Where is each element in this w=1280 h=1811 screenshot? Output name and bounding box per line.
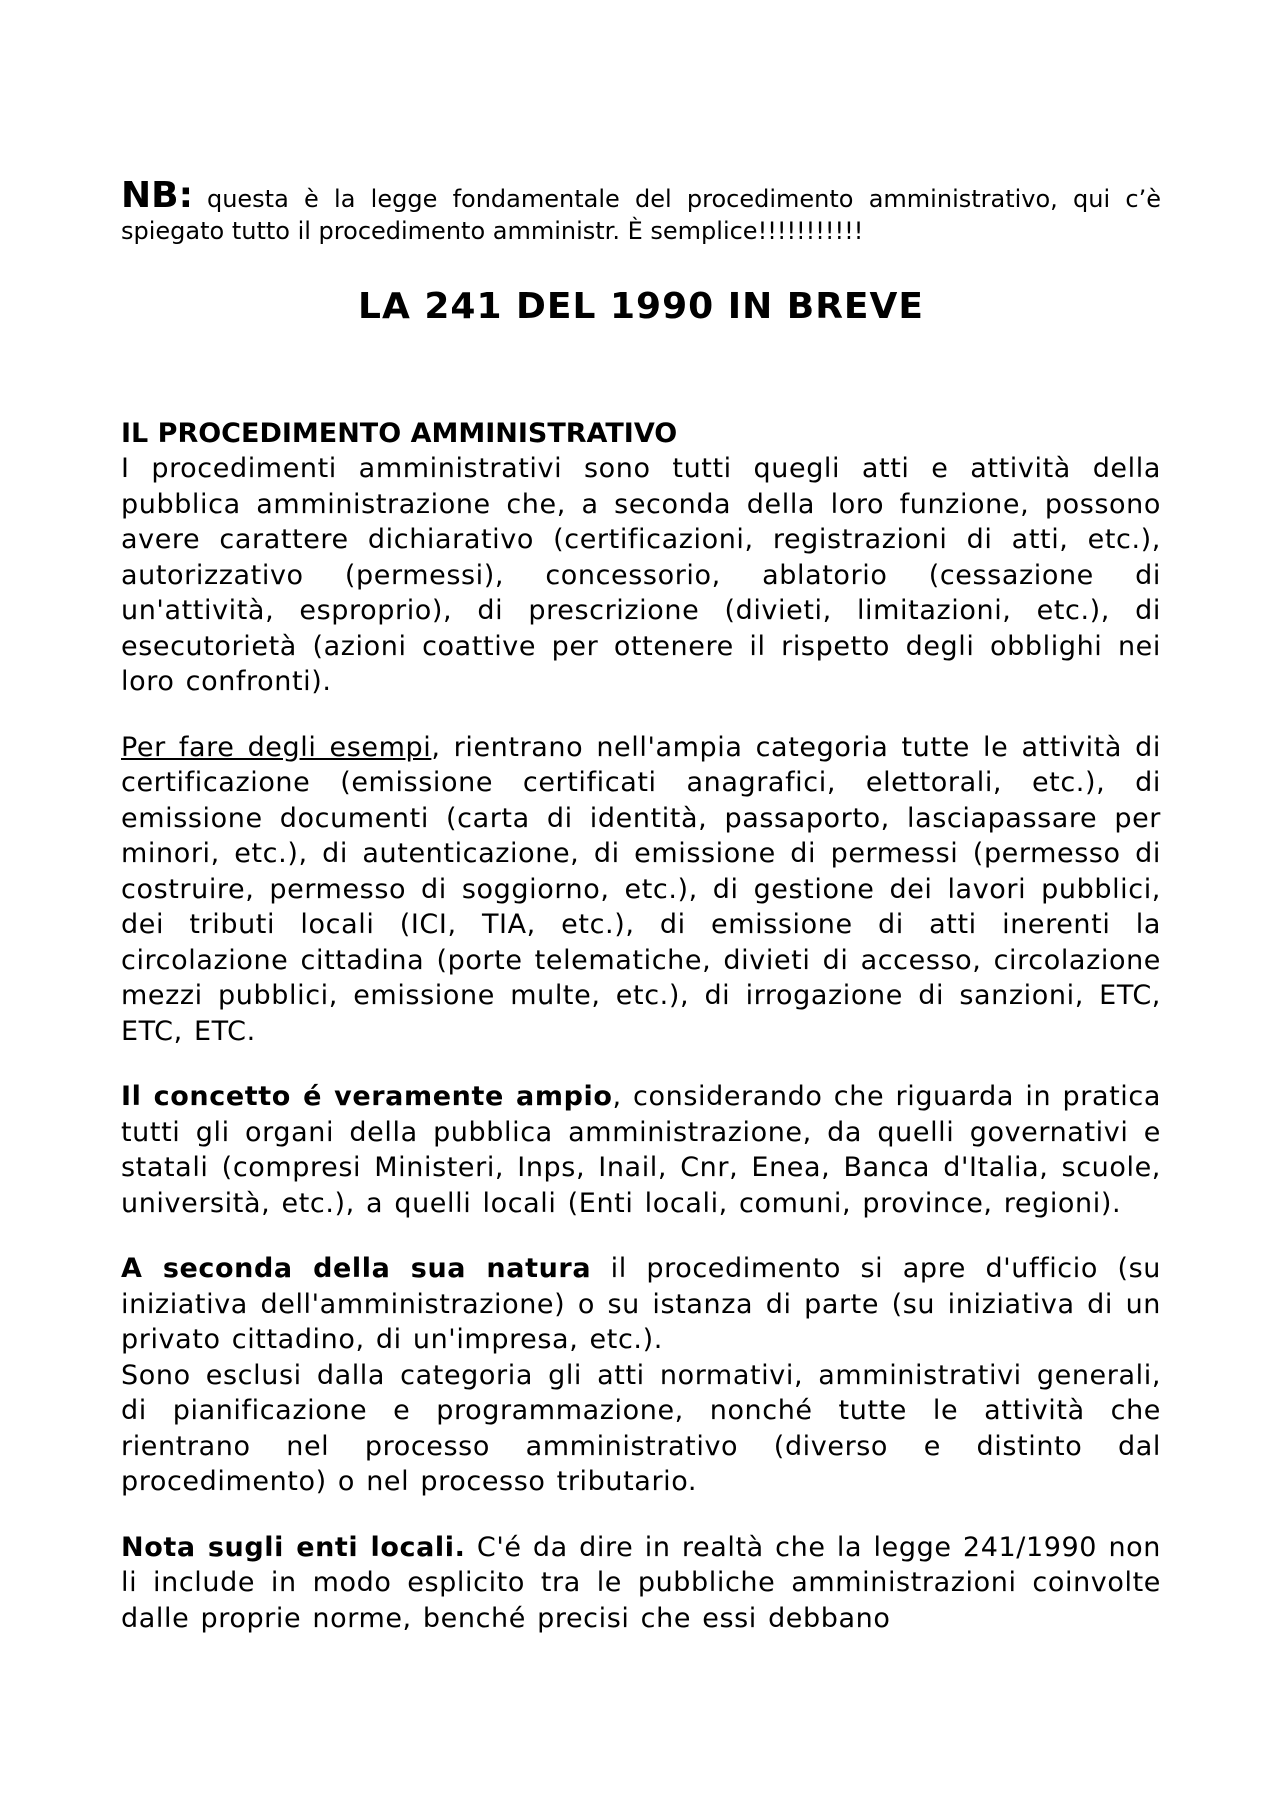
local-entities-lead: Nota sugli enti locali.	[121, 1531, 466, 1563]
concept-text: , considerando che riguarda in pratica tutti gli organi della pubblica amministrazione, da quelli governativi e statali (compresi Ministeri, Inps, Inail, Cnr, Enea, Banca d'Italia, scuole, università, etc.), a quelli locali (Enti locali, comuni, province, regioni).	[121, 1081, 1161, 1219]
examples-lead: Per fare degli esempi	[121, 731, 432, 763]
nature-lead: A seconda della sua natura	[121, 1253, 592, 1284]
examples-paragraph	[121, 730, 1161, 1050]
exclusions-paragraph: Sono esclusi dalla categoria gli atti normativi, amministrativi generali, di pianificazione e programmazione, nonché tutte le attività che rientrano nel processo amministrativo (diverso e distinto dal procedimento) o nel processo tributario.	[121, 1359, 1161, 1497]
document-page	[121, 175, 1162, 1636]
local-entities-text: C'é da dire in realtà che la legge 241/1990 non li include in modo esplicito tra le pubbliche amministrazioni coinvolte dalle proprie norme, benché precisi che essi debbano	[121, 1531, 1161, 1634]
concept-lead: Il concetto é veramente ampio	[121, 1081, 613, 1112]
intro-note	[121, 175, 1161, 247]
document-title: LA 241 DEL 1990 IN BREVE	[358, 286, 924, 327]
section-heading: IL PROCEDIMENTO AMMINISTRATIVO	[121, 418, 678, 449]
nature-text: il procedimento si apre d'ufficio (su iniziativa dell'amministrazione) o su istanza di parte (su iniziativa di un privato cittadino, di un'impresa, etc.).	[121, 1253, 1161, 1355]
note-label: NB:	[121, 175, 193, 216]
intro-paragraph: I procedimenti amministrativi sono tutti quegli atti e attività della pubblica amministrazione che, a seconda della loro funzione, possono avere carattere dichiarativo (certificazioni, registrazioni di atti, etc.), autorizzativo (permessi), concessorio, ablatorio (cessazione di un'attività, esproprio), di prescrizione (divieti, limitazioni, etc.), di esecutorietà (azioni coattive per ottenere il rispetto degli obblighi nei loro confronti).	[121, 453, 1161, 697]
examples-text: , rientrano nell'ampia categoria tutte le attività di certificazione (emissione certificati anagrafici, elettorali, etc.), di emissione documenti (carta di identità, passaporto, lasciapassare per minori, etc.), di autenticazione, di emissione di permessi (permesso di costruire, permesso di soggiorno, etc.), di gestione dei lavori pubblici, dei tributi locali (ICI, TIA, etc.), di emissione di atti inerenti la circolazione cittadina (porte telematiche, divieti di accesso, circolazione mezzi pubblici, emissione multe, etc.), di irrogazione di sanzioni, ETC, ETC, ETC.	[121, 731, 1162, 1047]
concept-paragraph	[121, 1079, 1161, 1221]
nature-paragraph	[121, 1251, 1161, 1358]
local-entities-paragraph	[121, 1530, 1161, 1637]
note-text: questa è la legge fondamentale del procedimento amministrativo, qui c’è spiegato tutto il procedimento amministr. È semplice!!!!!!!!!!!	[121, 185, 1161, 245]
